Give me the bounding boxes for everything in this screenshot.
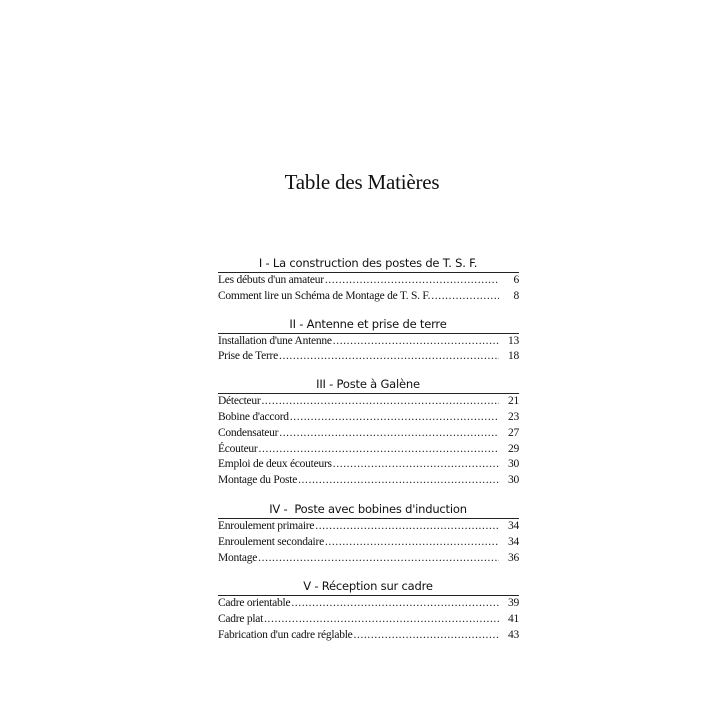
dot-leader [298,473,499,489]
entry-label: Prise de Terre [218,350,278,363]
section-heading: III - Poste à Galène [316,377,420,392]
dot-leader [325,273,499,289]
dot-leader [333,457,499,473]
entry-page-number: 13 [508,334,519,347]
toc-entry[interactable] [218,349,519,365]
section-heading: V - Réception sur cadre [303,579,433,594]
entry-label: Comment lire un Schéma de Montage de T. S. F. [218,289,431,302]
entry-label: Cadre plat [218,613,264,626]
table-of-contents [217,255,519,644]
dot-leader [261,394,499,410]
toc-entry[interactable] [218,334,519,350]
section-heading: I - La construction des postes de T. S. F. [258,256,478,270]
entry-page-number: 36 [508,551,519,564]
dot-leader [264,612,499,628]
toc-section-5 [217,578,519,643]
dot-leader [279,349,499,365]
toc-entry[interactable] [218,442,519,458]
dot-leader [259,442,499,458]
entry-label: Installation d'une Antenne [218,334,332,347]
toc-entry[interactable] [218,410,519,426]
entry-label: Emploi de deux écouteurs [218,458,332,471]
section-entries [218,272,519,305]
toc-entry[interactable] [218,457,519,473]
section-heading: II - Antenne et prise de terre [289,316,447,331]
dot-leader [354,628,500,644]
toc-entry[interactable] [218,519,519,535]
dot-leader [333,334,499,350]
toc-entry[interactable] [218,394,519,410]
toc-section-1 [217,255,519,305]
entry-label: Montage [218,551,258,564]
toc-entry[interactable] [218,612,519,628]
entry-page-number: 18 [508,350,519,363]
toc-entry[interactable] [218,628,519,644]
section-entries [218,518,519,566]
entry-label: Enroulement primaire [218,519,315,532]
entry-label: Fabrication d'un cadre réglable [218,628,353,641]
entry-page-number: 29 [508,442,519,455]
section-entries [218,393,519,489]
section-entries [218,333,519,366]
entry-page-number: 34 [508,519,519,532]
section-entries [218,595,519,643]
entry-page-number: 39 [508,597,519,610]
entry-label: Enroulement secondaire [218,535,324,548]
entry-page-number: 23 [508,410,519,423]
toc-entry[interactable] [218,289,519,305]
entry-label: Bobine d'accord [218,410,289,423]
toc-section-3 [217,376,519,489]
entry-page-number: 43 [508,628,519,641]
entry-label: Les débuts d'un amateur [218,274,324,286]
entry-label: Cadre orientable [218,597,291,610]
dot-leader [325,535,499,551]
toc-entry[interactable] [218,551,519,567]
entry-page-number: 21 [508,395,519,408]
toc-entry[interactable] [218,273,519,289]
toc-entry[interactable] [218,596,519,612]
entry-page-number: 30 [508,458,519,471]
dot-leader [431,289,499,305]
dot-leader [315,519,499,535]
toc-entry[interactable] [218,473,519,489]
entry-label: Montage du Poste [218,474,298,487]
dot-leader [258,551,499,567]
entry-label: Condensateur [218,426,279,439]
toc-section-2 [217,316,519,366]
toc-entry[interactable] [218,535,519,551]
entry-page-number: 30 [508,474,519,487]
entry-page-number: 27 [508,426,519,439]
entry-page-number: 41 [508,613,519,626]
entry-page-number: 6 [513,274,519,286]
toc-entry[interactable] [218,426,519,442]
section-heading: IV - Poste avec bobines d'induction [269,501,467,516]
dot-leader [290,410,499,426]
toc-section-4 [217,501,519,566]
entry-page-number: 8 [513,289,519,302]
entry-label: Écouteur [218,442,258,455]
entry-label: Détecteur [218,395,261,408]
dot-leader [291,596,499,612]
page-title: Table des Matières [284,170,440,194]
entry-page-number: 34 [508,535,519,548]
dot-leader [279,426,499,442]
